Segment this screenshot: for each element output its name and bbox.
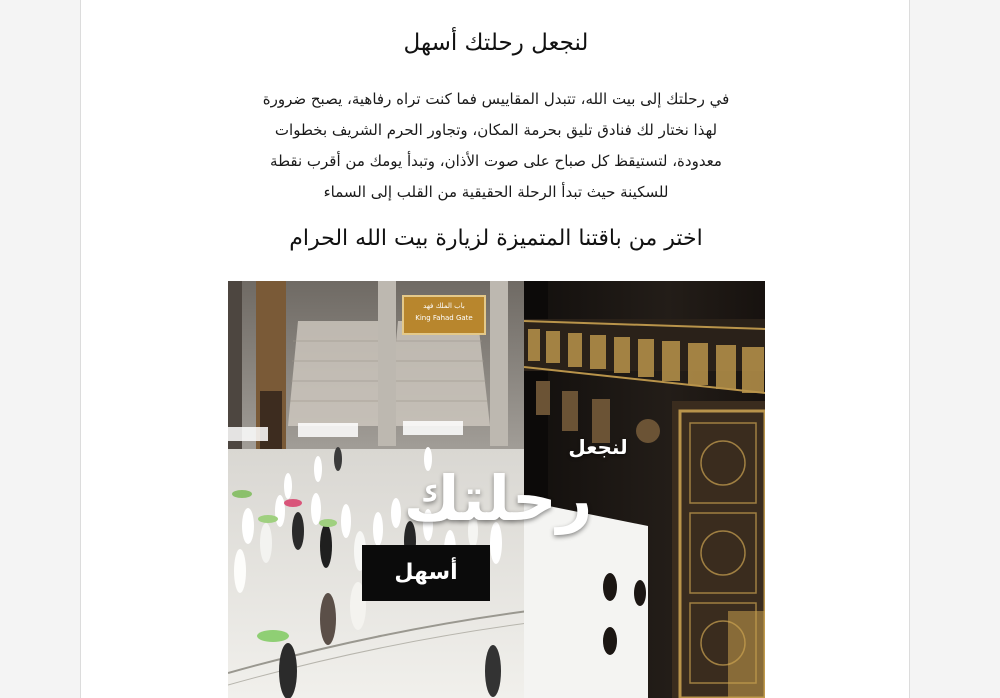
intro-paragraph: [186, 84, 806, 208]
gate-sign-arabic: باب الملك فهد: [423, 302, 465, 310]
kaaba-banner-image: [228, 281, 765, 698]
paragraph-line: معدودة، لتستيقظ كل صباح على صوت الأذان، وتبدأ يومك من أقرب نقطة: [270, 152, 722, 170]
document-page: [80, 0, 910, 698]
paragraph-line: للسكينة حيث تبدأ الرحلة الحقيقية من القلب إلى السماء: [323, 183, 669, 201]
banner-line-big: رحلتك: [403, 462, 593, 535]
gate-sign-english: King Fahad Gate: [415, 314, 473, 322]
gate-sign: [402, 295, 486, 335]
banner-line-small: لنجعل: [568, 435, 628, 459]
section-subtitle: اختر من باقتنا المتميزة لزيارة بيت الله الحرام: [289, 226, 703, 251]
banner-line-box: أسهل: [362, 545, 490, 601]
page-title: لنجعل رحلتك أسهل: [403, 30, 589, 56]
paragraph-line: في رحلتك إلى بيت الله، تتبدل المقاييس فما كنت تراه رفاهية، يصبح ضرورة: [262, 90, 730, 108]
paragraph-line: لهذا نختار لك فنادق تليق بحرمة المكان، وتجاور الحرم الشريف بخطوات: [274, 121, 718, 139]
